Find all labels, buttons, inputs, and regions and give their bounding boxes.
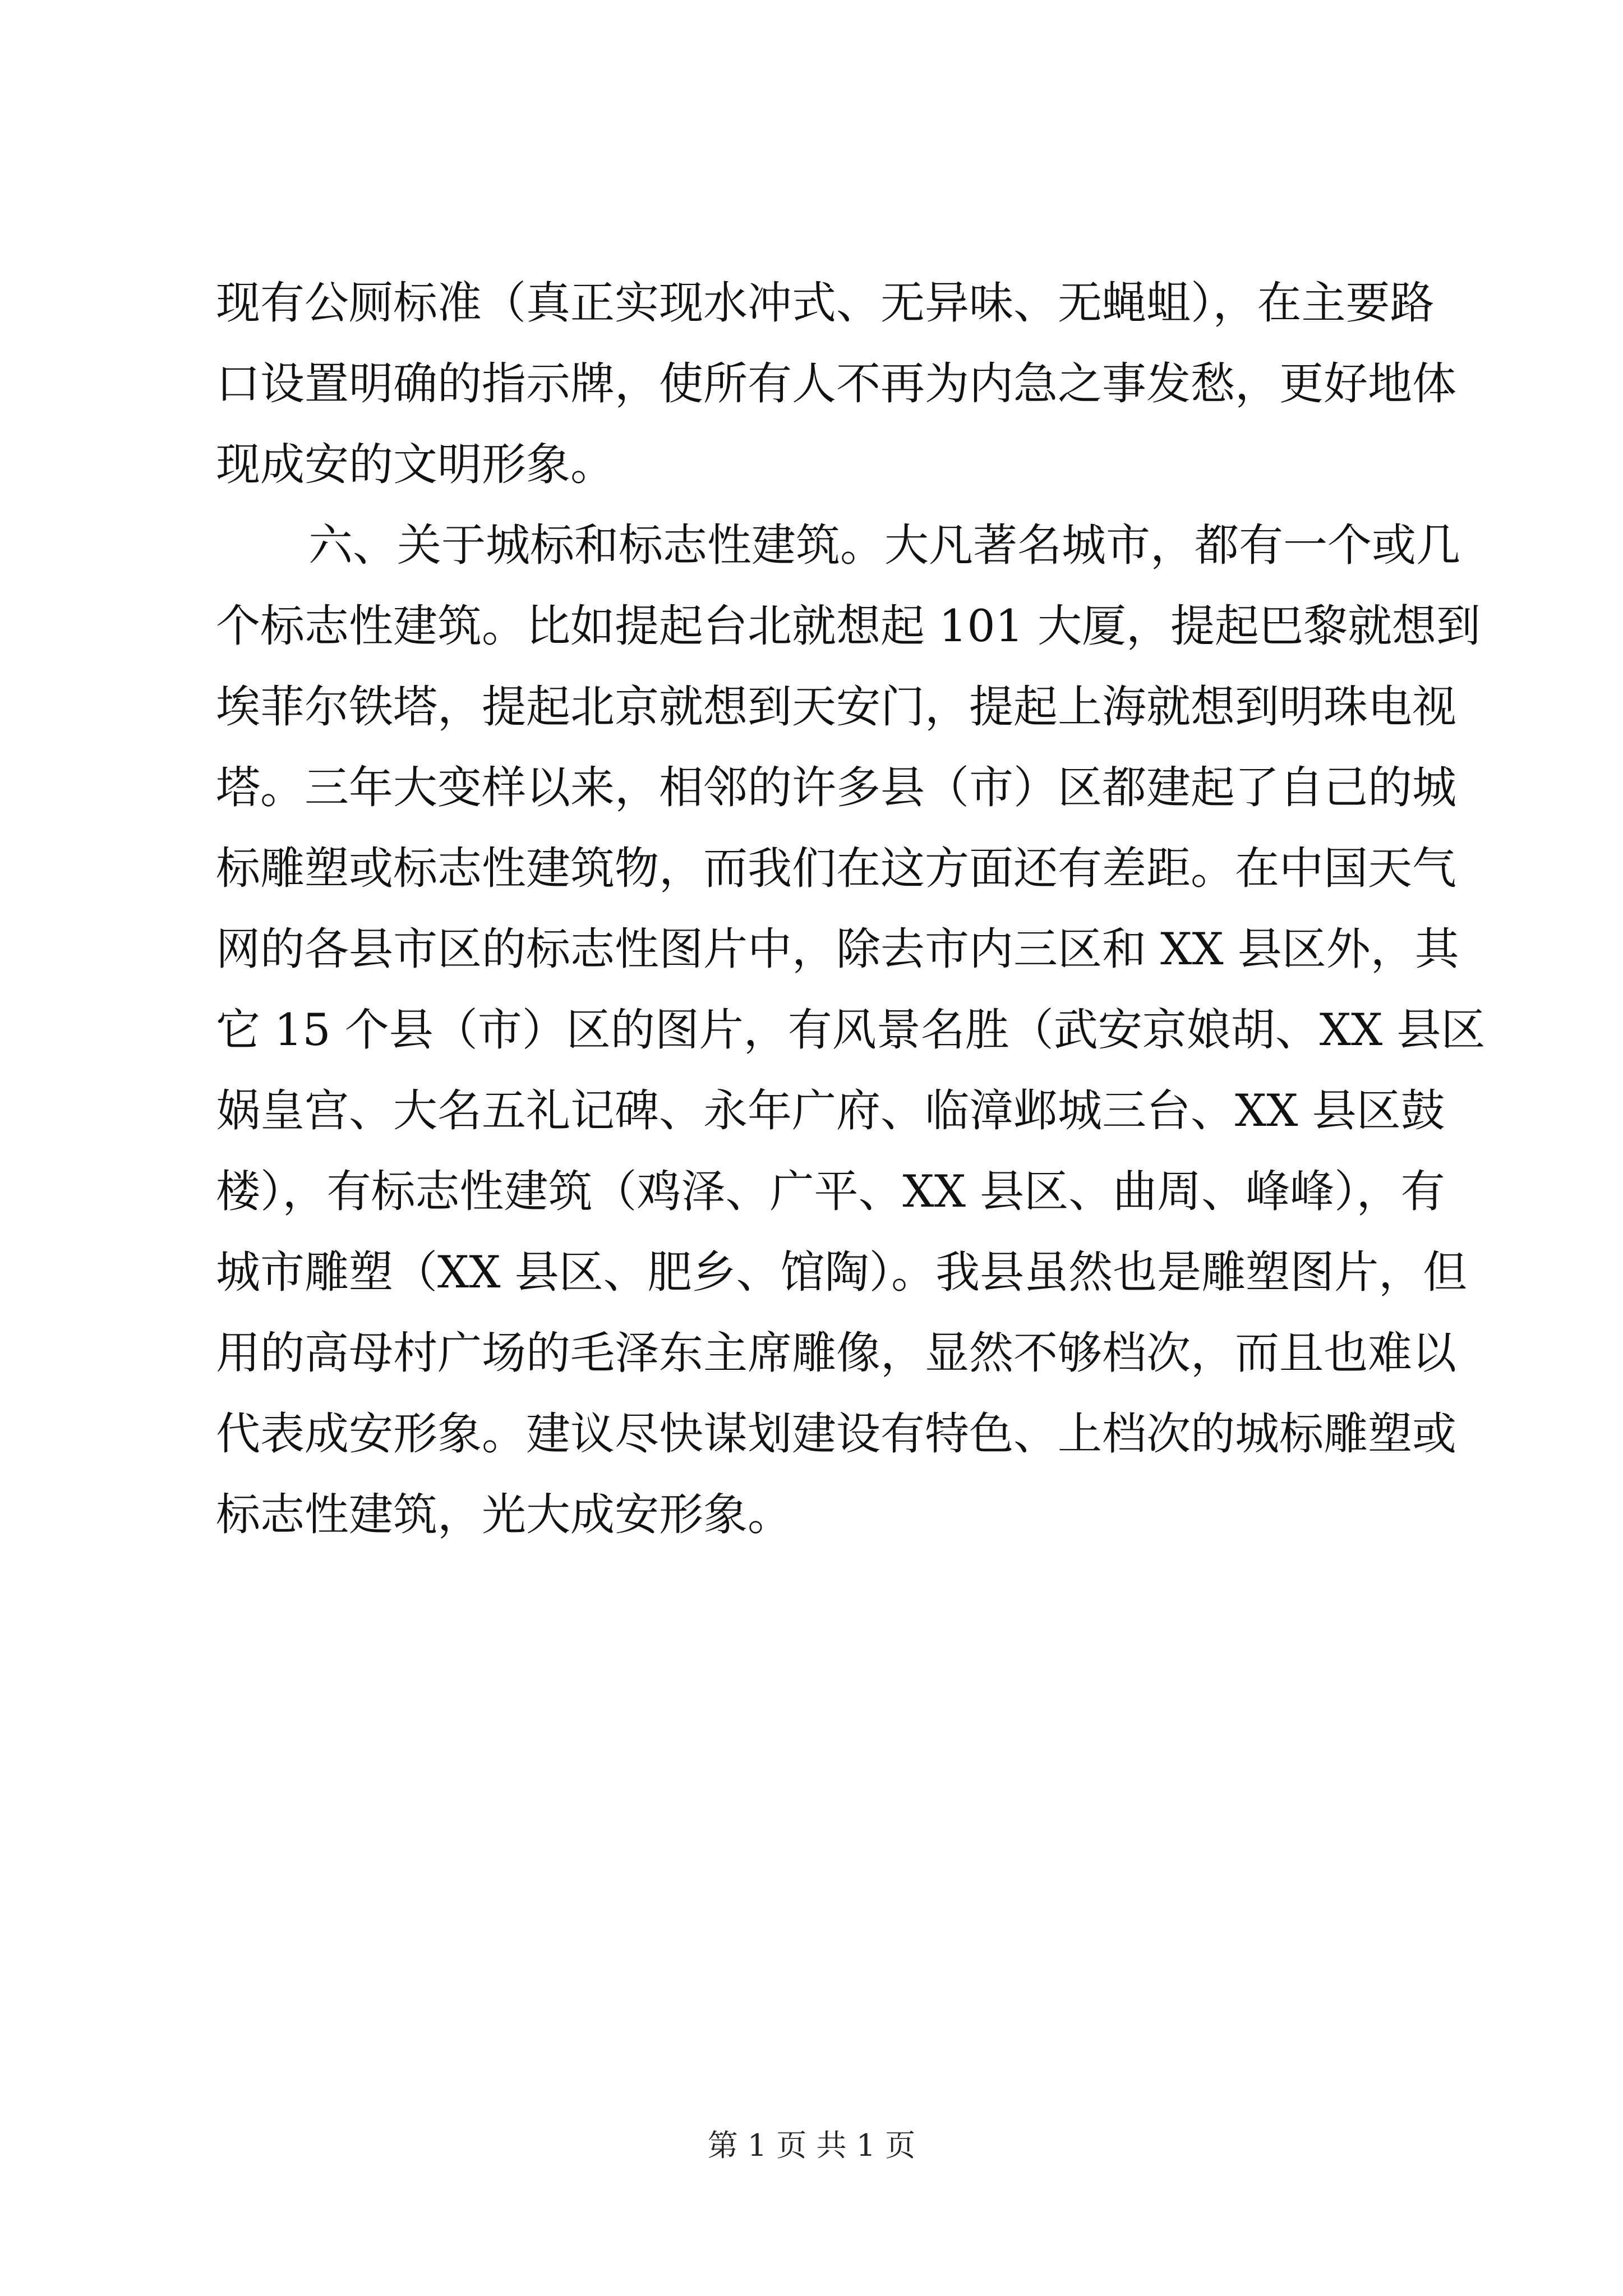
text-line: 城市雕塑（XX 县区、肥乡、馆陶）。我县虽然也是雕塑图片，但 — [216, 1246, 1468, 1298]
text-line: 代表成安形象。建议尽快谋划建设有特色、上档次的城标雕塑或 — [216, 1408, 1456, 1460]
paragraph-first-line: 六、关于城标和标志性建筑。大凡著名城市，都有一个或几 — [308, 519, 1460, 571]
text-line: 埃菲尔铁塔，提起北京就想到天安门，提起上海就想到明珠电视 — [216, 681, 1456, 733]
text-line: 个标志性建筑。比如提起台北就想起 101 大厦，提起巴黎就想到 — [216, 600, 1481, 652]
text-line: 网的各县市区的标志性图片中，除去市内三区和 XX 县区外，其 — [216, 923, 1459, 975]
text-line: 标志性建筑，光大成安形象。 — [216, 1489, 792, 1540]
text-line: 标雕塑或标志性建筑物，而我们在这方面还有差距。在中国天气 — [216, 843, 1456, 894]
text-line: 现成安的文明形象。 — [216, 439, 615, 490]
page-number-footer: 第 1 页 共 1 页 — [707, 2128, 916, 2163]
text-line: 娲皇宫、大名五礼记碑、永年广府、临漳邺城三台、XX 县区鼓 — [216, 1085, 1445, 1137]
document-body — [216, 263, 1486, 1555]
text-line: 楼），有标志性建筑（鸡泽、广平、XX 县区、曲周、峰峰），有 — [216, 1166, 1445, 1217]
text-line: 现有公厕标准（真正实现水冲式、无异味、无蝇蛆），在主要路 — [216, 277, 1435, 329]
text-line: 塔。三年大变样以来，相邻的许多县（市）区都建起了自己的城 — [216, 762, 1456, 813]
text-line: 用的高母村广场的毛泽东主席雕像，显然不够档次，而且也难以 — [216, 1327, 1456, 1379]
text-line: 它 15 个县（市）区的图片，有风景名胜（武安京娘胡、XX 县区 — [216, 1004, 1486, 1056]
text-line: 口设置明确的指示牌，使所有人不再为内急之事发愁，更好地体 — [216, 358, 1456, 409]
